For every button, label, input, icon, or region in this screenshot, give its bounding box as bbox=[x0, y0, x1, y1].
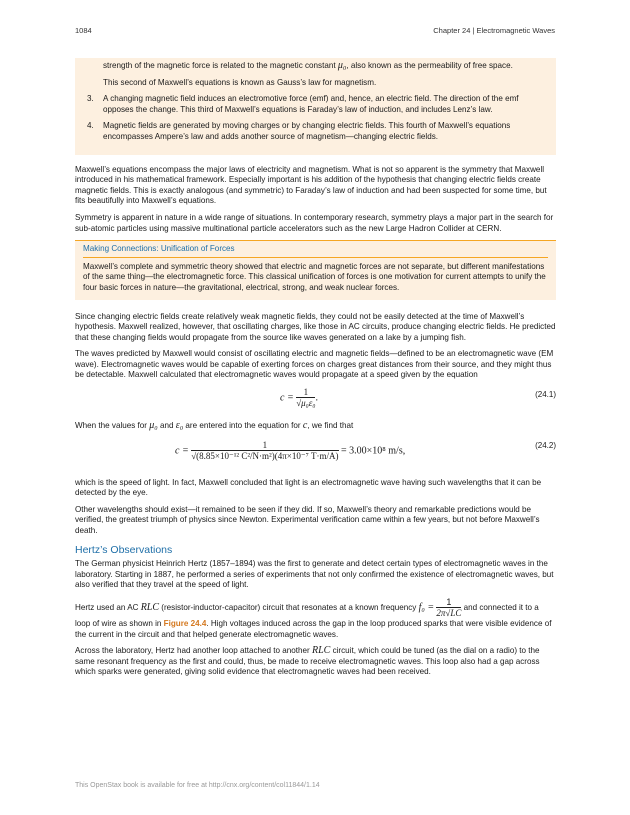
box-line-2: This second of Maxwell’s equations is known as Gauss’s law for magnetism. bbox=[103, 77, 377, 87]
para9-text-a: Hertz used an AC bbox=[75, 603, 139, 613]
para5-text-d: , we find that bbox=[307, 421, 354, 431]
equation-24-1 bbox=[75, 387, 556, 417]
paragraph: Symmetry is apparent in nature in a wide range of situations. In contemporary research, symmetry plays a major part in the search for sub-atomic particles using massive multinational particle accelerators such as the new Large Hadron Collider at CERN. bbox=[75, 212, 554, 233]
eq1-numerator: 1 bbox=[296, 387, 315, 398]
list-item bbox=[87, 121, 544, 142]
f0-numerator: 1 bbox=[436, 597, 461, 608]
figure-24-4-link[interactable]: Figure 24.4 bbox=[163, 619, 207, 628]
para5-text-a: When the values for bbox=[75, 421, 147, 431]
page-content bbox=[75, 58, 556, 684]
paragraph bbox=[75, 597, 556, 640]
rlc-symbol: RLC bbox=[140, 602, 160, 614]
eq2-numerator: 1 bbox=[191, 440, 338, 451]
f0-symbol: f₀ = bbox=[418, 602, 435, 614]
para10-text-b: circuit, which could be tuned (as the dial on a radio) to the same resonant frequency as the first and could, thus, be made to receive electromagnetic waves. This loop also had a gap across which sparks were generated, giving solid evidence that electromagnetic waves had been received. bbox=[75, 646, 540, 677]
paragraph: Maxwell’s equations encompass the major laws of electricity and magnetism. What is not so apparent is the symmetry that Maxwell introduced in his mathematical framework. Especially important is his addition of the hypothesis that changing electric fields create magnetic fields. This is exactly analogous (and symmetric) to Faraday’s law of induction and had been suspected for some time, but fits beautifully into Maxwell’s equations. bbox=[75, 164, 547, 206]
mu0-symbol: μ₀ bbox=[337, 60, 347, 71]
para10-text-a: Across the laboratory, Hertz had another loop attached to another bbox=[75, 646, 310, 656]
para9-text-d: . High voltages induced across the gap in the loop produced sparks that were visible evidence of the current in the circuit and that helped generate electromagnetic waves. bbox=[75, 619, 552, 639]
mu0-symbol: μ₀ bbox=[149, 420, 158, 432]
making-connections-text: Maxwell’s complete and symmetric theory showed that electric and magnetic forces are not separate, but different manifestations of the same thing—the electromagnetic force. This classical unification of forces is one motivation for current attempts to unify the four basic forces in nature—the gravitational, electrical, strong, and weak nuclear forces. bbox=[83, 261, 546, 292]
para9-text-c: and connected it to a loop of wire as shown in bbox=[75, 603, 539, 628]
paragraph: which is the speed of light. In fact, Maxwell concluded that light is an electromagnetic wave having such wavelengths that it can be detected by the eye. bbox=[75, 477, 542, 498]
paragraph: The waves predicted by Maxwell would consist of oscillating electric and magnetic fields—defined to be an electromagnetic wave (EM wave). Electromagnetic waves would be capable of exerting forces on charges great distances from their source, and they might thus be detectable. Maxwell calculated that electromagnetic waves would propagate at a speed given by the equation bbox=[75, 349, 554, 380]
eq2-result: = 3.00×10⁸ m/s, bbox=[341, 444, 406, 456]
making-connections-box bbox=[75, 240, 556, 299]
para5-text-b: and bbox=[159, 421, 174, 431]
eq1-lhs: c = bbox=[280, 392, 294, 404]
chapter-title: Chapter 24 | Electromagnetic Waves bbox=[433, 26, 555, 35]
list-text: Magnetic fields are generated by moving charges or by changing electric fields. This fourth of Maxwell’s equations encompasses Ampere’s law and adds another source of magnetism—changing electric fields. bbox=[103, 121, 511, 141]
eq2-lhs: c = bbox=[175, 444, 189, 456]
footer-note: This OpenStax book is available for free at http://cnx.org/content/col11844/1.14 bbox=[75, 782, 320, 789]
page-number: 1084 bbox=[75, 26, 92, 35]
paragraph bbox=[75, 646, 556, 678]
f0-fraction bbox=[436, 597, 461, 619]
maxwell-equations-box bbox=[75, 58, 556, 155]
list-number: 4. bbox=[87, 121, 94, 131]
equation-24-2 bbox=[75, 438, 556, 474]
epsilon0-symbol: ε₀ bbox=[175, 420, 184, 432]
eq1-fraction bbox=[296, 387, 315, 409]
eq1-denominator: √μ₀ε₀ bbox=[296, 398, 316, 409]
f0-denominator: 2π√LC bbox=[436, 608, 462, 618]
para9-text-b: (resistor-inductor-capacitor) circuit that resonates at a known frequency bbox=[161, 603, 417, 613]
equation-number: (24.1) bbox=[535, 390, 556, 400]
eq2-denominator: √(8.85×10⁻¹² C²/N·m²)(4π×10⁻⁷ T·m/A) bbox=[191, 450, 339, 461]
paragraph bbox=[75, 421, 556, 432]
box-line-1-text: strength of the magnetic force is related to the magnetic constant bbox=[103, 61, 336, 70]
paragraph: The German physicist Heinrich Hertz (1857–1894) was the first to generate and detect certain types of electromagnetic waves in the laboratory. Starting in 1887, he performed a series of experiments that not only confirmed the existence of electromagnetic waves, but also verified that they travel at the speed of light. bbox=[75, 559, 554, 590]
paragraph: Other wavelengths should exist—it remained to be seen if they did. If so, Maxwell’s theory and remarkable predictions would be verified, the greatest triumph of physics since Newton. Experimental verification came within a few years, but not before Maxwell’s death. bbox=[75, 504, 540, 536]
list-item bbox=[87, 94, 544, 115]
list-text: A changing magnetic field induces an electromotive force (emf) and, hence, an electric field. The direction of the emf opposes the change. This third of Maxwell’s equations is Faraday’s law of induction, and includes Lenz’s law. bbox=[103, 94, 519, 114]
making-connections-title: Making Connections: Unification of Forces bbox=[83, 244, 548, 258]
rlc-symbol: RLC bbox=[311, 645, 331, 657]
eq2-fraction bbox=[191, 440, 338, 462]
equation-number: (24.2) bbox=[535, 440, 556, 450]
paragraph: Since changing electric fields create relatively weak magnetic fields, they could not be easily detected at the time of Maxwell’s hypothesis. Maxwell realized, however, that oscillating charges, like those in AC circuits, produce changing electric fields. He predicted that these changing fields would propagate from the source like waves generated on a lake by a jumping fish. bbox=[75, 311, 556, 342]
box-line-1 bbox=[103, 61, 544, 72]
list-number: 3. bbox=[87, 94, 94, 104]
c-symbol: c bbox=[302, 420, 308, 432]
equation-list bbox=[87, 94, 544, 142]
section-heading: Hertz’s Observations bbox=[75, 543, 173, 556]
eq1-tail: . bbox=[315, 392, 318, 404]
box-line-1-tail: , also known as the permeability of free space. bbox=[346, 61, 513, 70]
para5-text-c: are entered into the equation for bbox=[185, 421, 301, 431]
